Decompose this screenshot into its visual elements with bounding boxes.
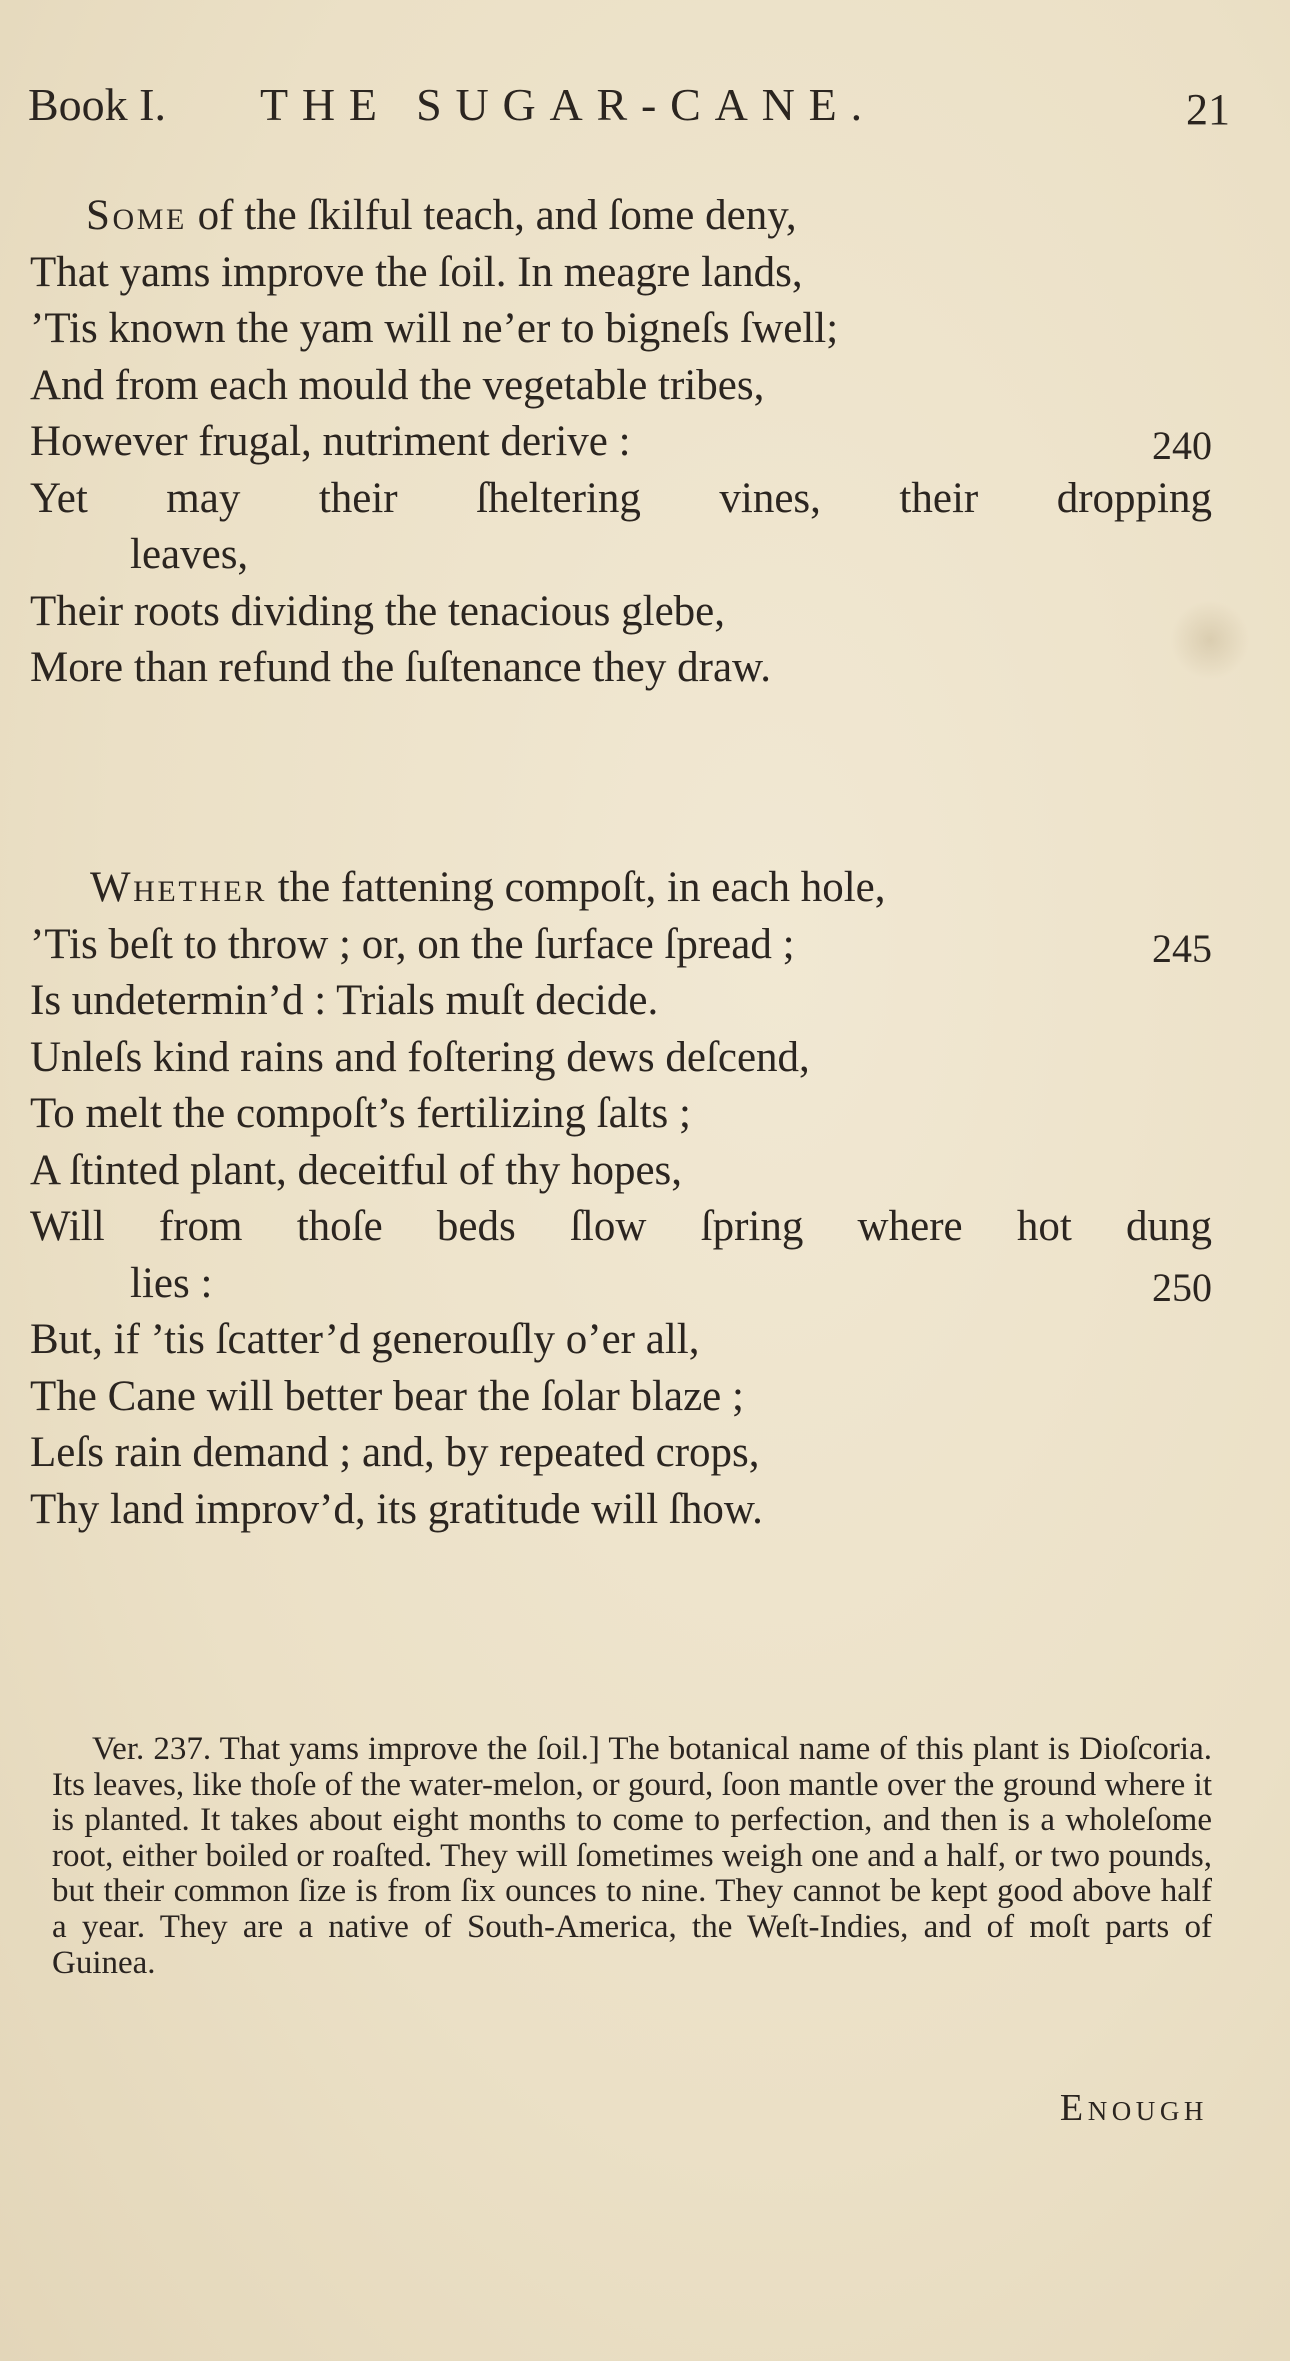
- verse-line: [30, 584, 1230, 641]
- verse-lead-word: Some: [86, 192, 187, 239]
- verse-line-continuation: [30, 527, 1230, 584]
- footnote-text: Ver. 237. That yams improve the ſoil.] The botanical name of this plant is Dioſcoria. Its leaves, like thoſe of the water-melon, or gourd, ſoon mantle over the ground where it is planted. It takes about eight months to come to perfection, and then is a wholeſome root, either boiled or roaſted. They will ſometimes weigh one and a half, or two pounds, but their common ſize is from ſix ounces to nine. They cannot be kept good above half a year. They are a native of South-America, the Weſt-Indies, and of moſt parts of Guinea.: [52, 1731, 1212, 1981]
- verse-line: [30, 1482, 1230, 1539]
- verse-lead-word: Whether: [90, 864, 267, 911]
- stanza-2: [30, 860, 1230, 1538]
- verse-text: ’Tis beſt to throw ; or, on the ſurface ſpread ;: [30, 920, 795, 968]
- verse-line: [30, 973, 1230, 1030]
- verse-text: Yet may their ſheltering vines, their dropping: [30, 474, 1212, 522]
- verse-text: Leſs rain demand ; and, by repeated crops,: [30, 1429, 760, 1476]
- line-number: 250: [1152, 1264, 1212, 1310]
- verse-text: And from each mould the vegetable tribes,: [30, 361, 765, 409]
- verse-text: To melt the compoſt’s fertilizing ſalts ;: [30, 1090, 691, 1137]
- verse-text: Is undetermin’d : Trials muſt decide.: [30, 977, 659, 1024]
- verse-text: Unleſs kind rains and foſtering dews deſcend,: [30, 1033, 810, 1081]
- page-number: 21: [1186, 85, 1230, 134]
- verse-line: [30, 917, 1212, 974]
- verse-text: leaves,: [130, 531, 249, 578]
- verse-text: However frugal, nutriment derive :: [30, 418, 631, 465]
- verse-line: [30, 188, 1230, 245]
- header-book: Book I.: [28, 79, 166, 130]
- verse-text: of the ſkilful teach, and ſome deny,: [186, 192, 797, 239]
- running-header: [28, 78, 1230, 138]
- verse-text: That yams improve the ſoil. In meagre lands,: [30, 248, 803, 296]
- verse-line: [30, 860, 1230, 917]
- verse-line: [30, 1086, 1230, 1143]
- verse-text: Thy land improv’d, its gratitude will ſhow.: [30, 1485, 763, 1533]
- verse-text: The Cane will better bear the ſolar blaze ;: [30, 1372, 744, 1420]
- verse-text: lies :: [130, 1259, 213, 1307]
- stanza-1: [30, 188, 1230, 697]
- verse-text: ’Tis known the yam will ne’er to bigneſs ſwell;: [30, 305, 839, 352]
- verse-line-continuation: [30, 1256, 1212, 1313]
- line-number: 245: [1152, 925, 1212, 971]
- verse-line: [30, 1312, 1230, 1369]
- verse-line: [30, 640, 1230, 697]
- verse-line: [30, 301, 1230, 358]
- verse-line: [30, 358, 1230, 415]
- catchword: Enough: [1059, 2087, 1208, 2129]
- header-title: THE SUGAR-CANE.: [260, 79, 876, 130]
- verse-line: [30, 471, 1212, 528]
- verse-text: But, if ’tis ſcatter’d generouſly o’er all,: [30, 1316, 700, 1363]
- line-number: 240: [1152, 423, 1212, 468]
- verse-line: [30, 245, 1230, 302]
- footnote: [52, 1732, 1212, 1981]
- verse-line: [30, 1030, 1230, 1087]
- verse-line: [30, 1199, 1212, 1256]
- verse-text: Will from thoſe beds ſlow ſpring where hot dung: [30, 1203, 1212, 1250]
- verse-line: [30, 414, 1212, 471]
- verse-text: More than refund the ſuſtenance they draw.: [30, 644, 772, 691]
- verse-text: the fattening compoſt, in each hole,: [266, 864, 886, 911]
- verse-text: Their roots dividing the tenacious glebe,: [30, 587, 725, 635]
- verse-text: A ſtinted plant, deceitful of thy hopes,: [30, 1146, 683, 1194]
- verse-line: [30, 1143, 1230, 1200]
- verse-line: [30, 1369, 1230, 1426]
- verse-line: [30, 1425, 1230, 1482]
